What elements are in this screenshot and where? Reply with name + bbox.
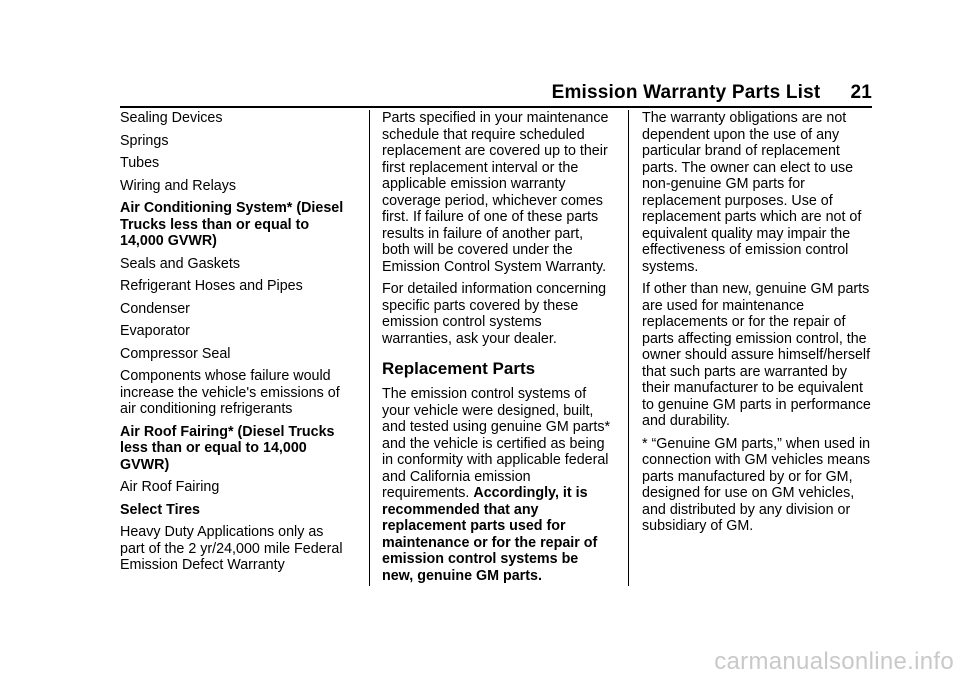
list-item: Tubes [120,155,160,171]
page-number: 21 [850,82,872,103]
paragraph [382,386,612,584]
section-title: Emission Warranty Parts List [551,82,821,103]
list-item: Evaporator [120,323,190,339]
paragraph-emphasis: Accordingly, it is recommended that any replacement parts used for maintenance or for the repair of emission control systems be new, genuine GM parts. [382,485,598,584]
list-item: Heavy Duty Applications only as part of the 2 yr/24,000 mile Federal Emission Defect Warranty [120,524,343,573]
list-item: Refrigerant Hoses and Pipes [120,278,303,294]
paragraph: Parts specified in your maintenance schedule that require scheduled replacement are covered up to their first replacement interval or the applicable emission warranty coverage period, whichever comes first. If failure of one of these parts results in failure of another part, both will be covered under the Emission Control System Warranty. [382,110,609,275]
column-right [642,110,872,541]
list-heading: Air Conditioning System* (Diesel Trucks less than or equal to 14,000 GVWR) [120,200,344,249]
section-heading: Replacement Parts [382,359,536,378]
paragraph: For detailed information concerning specific parts covered by these emission control systems warranties, ask your dealer. [382,281,607,347]
column-divider [369,110,370,586]
list-item: Seals and Gaskets [120,255,241,272]
list-item: Condenser [120,300,190,317]
list-item: Compressor Seal [120,345,231,362]
column-left [120,110,350,580]
list-heading: Select Tires [120,501,201,518]
paragraph: * “Genuine GM parts,” when used in connection with GM vehicles means parts manufactured by or for GM, designed for use on GM vehicles, and distributed by any division or subsidiary of GM. [642,435,871,534]
paragraph: The warranty obligations are not dependent upon the use of any particular brand of replacement parts. The owner can elect to use non-genuine GM parts for replacement purposes. Use of replacement parts which are not of equivalent quality may impair the effectiveness of emission control systems. [642,110,862,275]
watermark: carmanualsonline.info [714,648,954,675]
list-item: Wiring and Relays [120,177,237,194]
column-divider [628,110,629,586]
list-item: Springs [120,132,169,149]
list-heading: Air Roof Fairing* (Diesel Trucks less than or equal to 14,000 GVWR) [120,423,335,473]
column-middle [382,110,612,590]
page-header [552,82,872,104]
list-item: Sealing Devices [120,110,223,126]
paragraph: If other than new, genuine GM parts are used for maintenance replacements or for the repair of parts affecting emission control, the owner should assure himself/herself that such parts are warranted by their manufacturer to be equivalent to genuine GM parts in performance and durability. [642,281,871,429]
header-rule [120,106,872,108]
paragraph-text: The emission control systems of your vehicle were designed, built, and tested using genuine GM parts* and the vehicle is certified as being in conformity with applicable federal and California emission requirements. [382,386,611,501]
list-item: Air Roof Fairing [120,479,220,495]
list-item: Components whose failure would increase the vehicle's emissions of air conditioning refrigerants [120,368,340,417]
